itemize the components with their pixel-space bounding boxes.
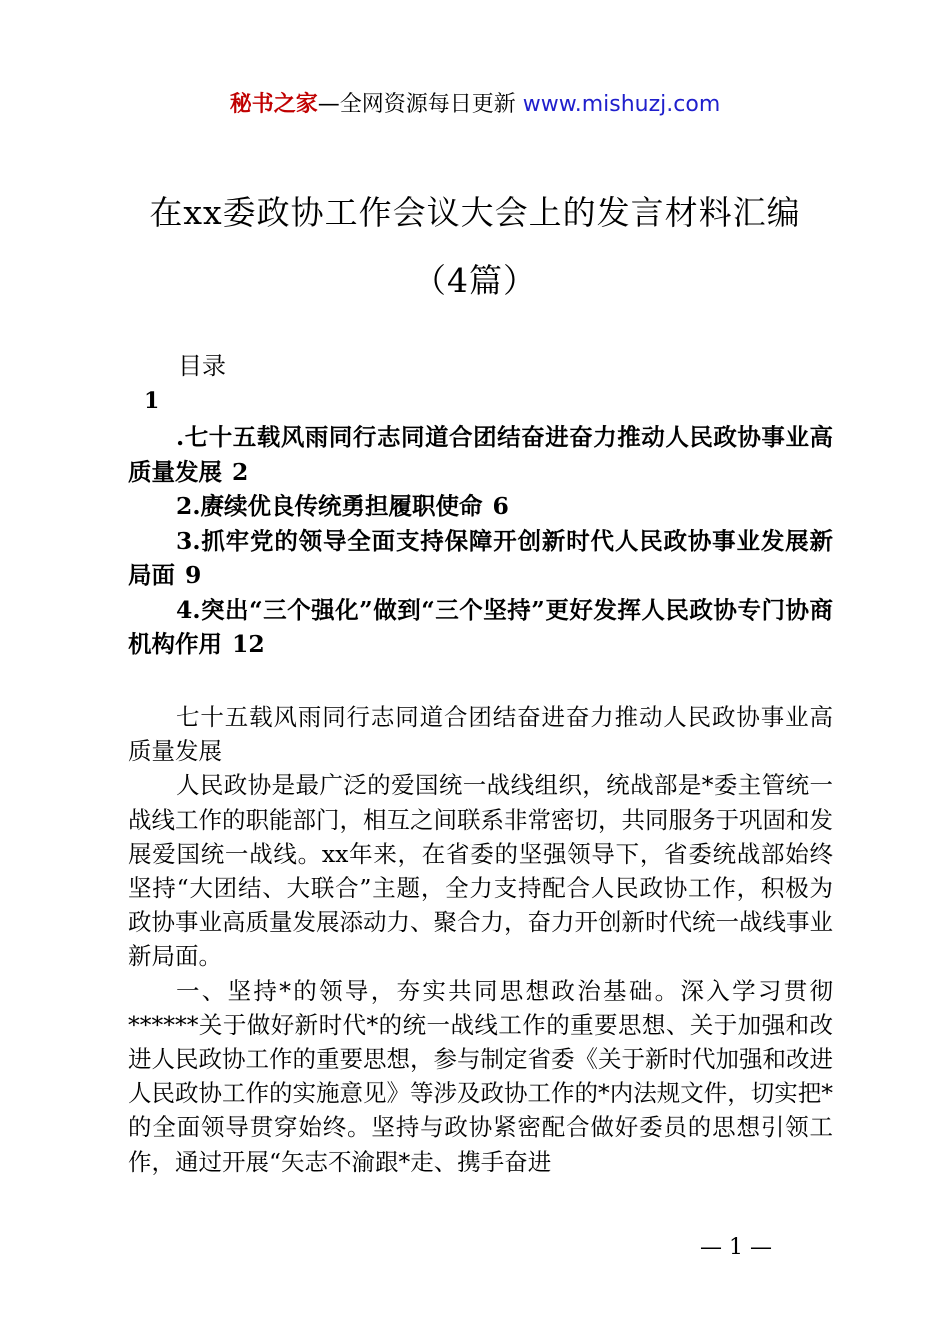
document-subtitle: （4篇） xyxy=(413,261,537,300)
toc-item-page: 6 xyxy=(492,492,509,520)
toc-item[interactable] xyxy=(128,420,833,489)
toc-item-label: 2.赓续优良传统勇担履职使命 xyxy=(176,492,483,520)
toc-item[interactable] xyxy=(128,593,833,662)
header-slogan: —全网资源每日更新 xyxy=(317,92,516,117)
toc-first-number: 1 xyxy=(144,388,160,414)
toc-item-page: 2 xyxy=(232,457,249,486)
toc-item[interactable] xyxy=(128,489,833,524)
toc-item-page: 9 xyxy=(185,561,202,589)
document-body xyxy=(128,700,833,1179)
section-heading: 七十五载风雨同行志同道合团结奋进奋力推动人民政协事业高质量发展 xyxy=(128,703,833,766)
table-of-contents xyxy=(128,420,833,662)
site-header xyxy=(0,90,950,120)
toc-item-page: 12 xyxy=(232,630,265,658)
page-number: — 1 — xyxy=(700,1235,772,1260)
toc-item-label: .七十五载风雨同行志同道合团结奋进奋力推动人民政协事业高质量发展 xyxy=(128,423,833,486)
document-title: 在xx委政协工作会议大会上的发言材料汇编 xyxy=(149,193,801,232)
brand-name: 秘书之家 xyxy=(229,92,318,117)
site-url-link[interactable]: www.mishuzj.com xyxy=(522,92,721,117)
body-paragraph: 人民政协是最广泛的爱国统一战线组织，统战部是*委主管统一战线工作的职能部门，相互之间联系非常密切，共同服务于巩固和发展爱国统一战线。xx年来，在省委的坚强领导下，省委统战部始终坚持“大团结、大联合”主题，全力支持配合人民政协工作，积极为政协事业高质量发展添动力、聚合力，奋力开创新时代统一战线事业新局面。 xyxy=(128,771,833,971)
toc-heading: 目录 xyxy=(178,352,226,380)
toc-item[interactable] xyxy=(128,524,833,593)
toc-item-label: 3.抓牢党的领导全面支持保障开创新时代人民政协事业发展新局面 xyxy=(128,526,833,589)
toc-item-label: 4.突出“三个强化”做到“三个坚持”更好发挥人民政协专门协商机构作用 xyxy=(128,595,833,658)
body-paragraph: 一、坚持*的领导，夯实共同思想政治基础。深入学习贯彻******关于做好新时代*的统一战线工作的重要思想、关于加强和改进人民政协工作的重要思想，参与制定省委《关于新时代加强和改进人民政协工作的实施意见》等涉及政协工作的*内法规文件，切实把*的全面领导贯穿始终。坚持与政协紧密配合做好委员的思想引领工作，通过开展“矢志不渝跟*走、携手奋进 xyxy=(128,976,833,1176)
